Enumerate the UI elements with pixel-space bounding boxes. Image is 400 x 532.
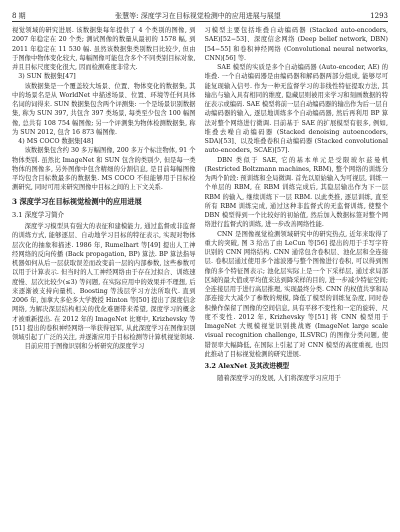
subsection-coco-title: 4) MS COCO 数据集[48] [18, 138, 94, 145]
paragraph: 随着深度学习的发展, 人们将深度学习应用于 [217, 374, 341, 382]
paragraph: 习模型主要包括堆叠自动编码器 (Stacked auto-encoders, SAE)[52−53]、深度信念网络 (Deep belief network, DBN)[54−55] 和卷积神经网络 (Convolutional neural networks, CNN)[56] 等. [204, 27, 388, 62]
paragraph: 该数据集包含约 30 多万幅图像, 200 多万个标注物体, 91 个物体类别. 虽然比 ImageNet 和 SUN 包含的类别少, 但是每一类物体的图像多, 另外图像中包含精细的分割信息, 是目前每幅图像平均包含目标数最多的数据集. MS COCO 不但能够用于目标检测研究, 同时可用来研究图像中目标之间的上下文关系. [12, 147, 196, 192]
running-header [12, 12, 388, 22]
paragraph: 深度学习模型具有强大的表征和建模能力, 通过监督或非监督的训练方式, 能够逐层、自动地学习目标的特征表示, 实现对物体层次化的抽象和描述. 1986 年, Rumelhart 等[49] 提出人工神经网络的反向传播 (Back propagation, BP) 算法. BP 算法指导机器如何从后一层获取误差而改变前一层的内部参数, 这些参数可以用于计算表示. 但当时的人工神经网络由于存在过拟合、训练速度慢、层次比较少(≤3) 等问题, 在实际应用中的效果并不理想, 后来逐渐被支持向量机、Boosting 等浅层学习方法所取代. 直到 2006 年, 加拿大多伦多大学教授 Hinton 等[50] 提出了深度信念网络, 为解决深层结构相关的优化难题带来希望, 深度学习的概念才被重新提出. 在 2012 年的 ImageNet 比赛中, Krizhevsky 等[51] 提出的卷积神经网络一举获得冠军, 从此深度学习在图像识别领域引起了广泛的关注, 并逐渐应用于目标检测等计算机视觉领域. [12, 223, 196, 341]
subsection-sun-title: 3) SUN 数据集[47] [18, 73, 76, 81]
paragraph: 该数据集是一个覆盖较大场景、位置、物体变化的数据集, 其中的场景名是从 WorldNet 中描述场景、位置、环境等任何具体名词的词得来. SUN 数据集包含两个评测集: 一个是场景识别数据集, 称为 SUN 397, 共包含 397 类场景, 每类至少包含 100 幅图像, 总共有 108 754 幅图像; 另一个评测集为物体检测数据集, 称为 SUN 2012, 包含 16 873 幅图像. [12, 82, 196, 136]
paragraph: DBN 类似于 SAE, 它的基本单元是受限玻尔兹曼机 (Restricted Boltzmann machines, RBM), 整个网络的训练分为两个阶段: 预训练和全局微调. 首先以原始输入为可视层, 训练一个单层的 RBM, 在 RBM 训练完成后, 其隐层输出作为下一层 RBM 的输入, 继续训练下一层 RBM. 以此类推, 逐层训练, 直至所有 RBM 训练完成, 通过这种非监督式的无监督训练, 使整个 DBN 模型得到一个比较好的初始值, 然后加入数据标签对整个网络进行监督式的训练, 进一步改善网络性能. [204, 156, 388, 229]
section-3-1-heading: 3.1 深度学习简介 [12, 210, 65, 219]
right-column [205, 26, 389, 526]
running-title: 张慧等: 深度学习在目标视觉检测中的应用进展与展望 [115, 12, 281, 20]
paragraph: 视觉领域的研究进展. 该数据集每年提供了 4 个类别的图像, 到 2007 年稳定在 20 个类; 测试图像的数量从最初的 1578 幅, 到 2011 年稳定在 11 530 幅. 虽然该数据集类别数目比较少, 但由于图像中物体变化较大, 每幅图像可能包含多个不同类别目标对象, 并且目标尺度变化很大, 因而检测难度非常大. [12, 27, 196, 71]
left-column [12, 26, 196, 526]
paragraph: SAE 模型的实质是多个自动编码器 (Auto-encoder, AE) 的堆叠. 一个自动编码器是由编码器和解码器两部分组成, 能够尽可能复现输入信号. 作为一种无监督学习的非线性特征提取方法, 其输出与输入具有相同的维度, 隐藏层则被用来学习和刻画数据的特征表示或编码. SAE 模型将前一层自动编码器的输出作为后一层自动编码器的输入, 逐层地训练多个自动编码器, 然后再利用 BP 算法对整个网络进行微调. 目前基于 SAE 的扩展模型有很多, 例如, 堆叠去噪自动编码器 (Stacked denoising autoencoders, SDA)[53]、以及堆叠卷积自动编码器 (Stacked convolutional auto-encoders, SCAE)[57]. [204, 64, 388, 155]
section-3-2-heading: 3.2 AlexNet 及其改进模型 [204, 362, 290, 370]
two-column-body [12, 26, 388, 526]
section-3-heading: 3 深度学习在目标视觉检测中的应用进展 [12, 196, 142, 206]
paragraph: 目前应用于图像识别和分析研究的深度学习 [24, 343, 145, 351]
paragraph: CNN 是图像视觉检测领域研究中的研究热点, 近年来取得了重大的突破, 图 3 给出了由 LeCun 等[56] 提出的用于手写字符识别的 CNN 网络结构. CNN 通常包含卷积层、池化层和全连接层. 卷积层通过使用多个滤波器与整个图像进行卷积, 可以得到图像的多个特征图表示; 池化层实际上是一个下采样层, 通过求局部区域的最大值或平均值来达到降采样的目的, 进一步减少特征空间; 全连接层用于进行高层推理, 实现最终分类. CNN 的权值共享和局部连接大大减少了参数的规模, 降低了模型的训练复杂度, 同时卷积操作保留了图像的空间信息, 具有平移不变性和一定的旋转、尺度不变性. 2012 年, Krizhevsky 等[51] 将 CNN 模型用于 ImageNet 大规模视觉识别挑战赛 (ImageNet large scale visual recognition challenge, ILSVRC) 的图像分类问题, 使错误率大幅降低, 在国际上引起了对 CNN 模型的高度重视, 也因此推动了目标视觉检测的研究进展. [204, 230, 388, 358]
page-number: 1293 [370, 12, 388, 20]
issue-number: 8 期 [12, 12, 26, 20]
